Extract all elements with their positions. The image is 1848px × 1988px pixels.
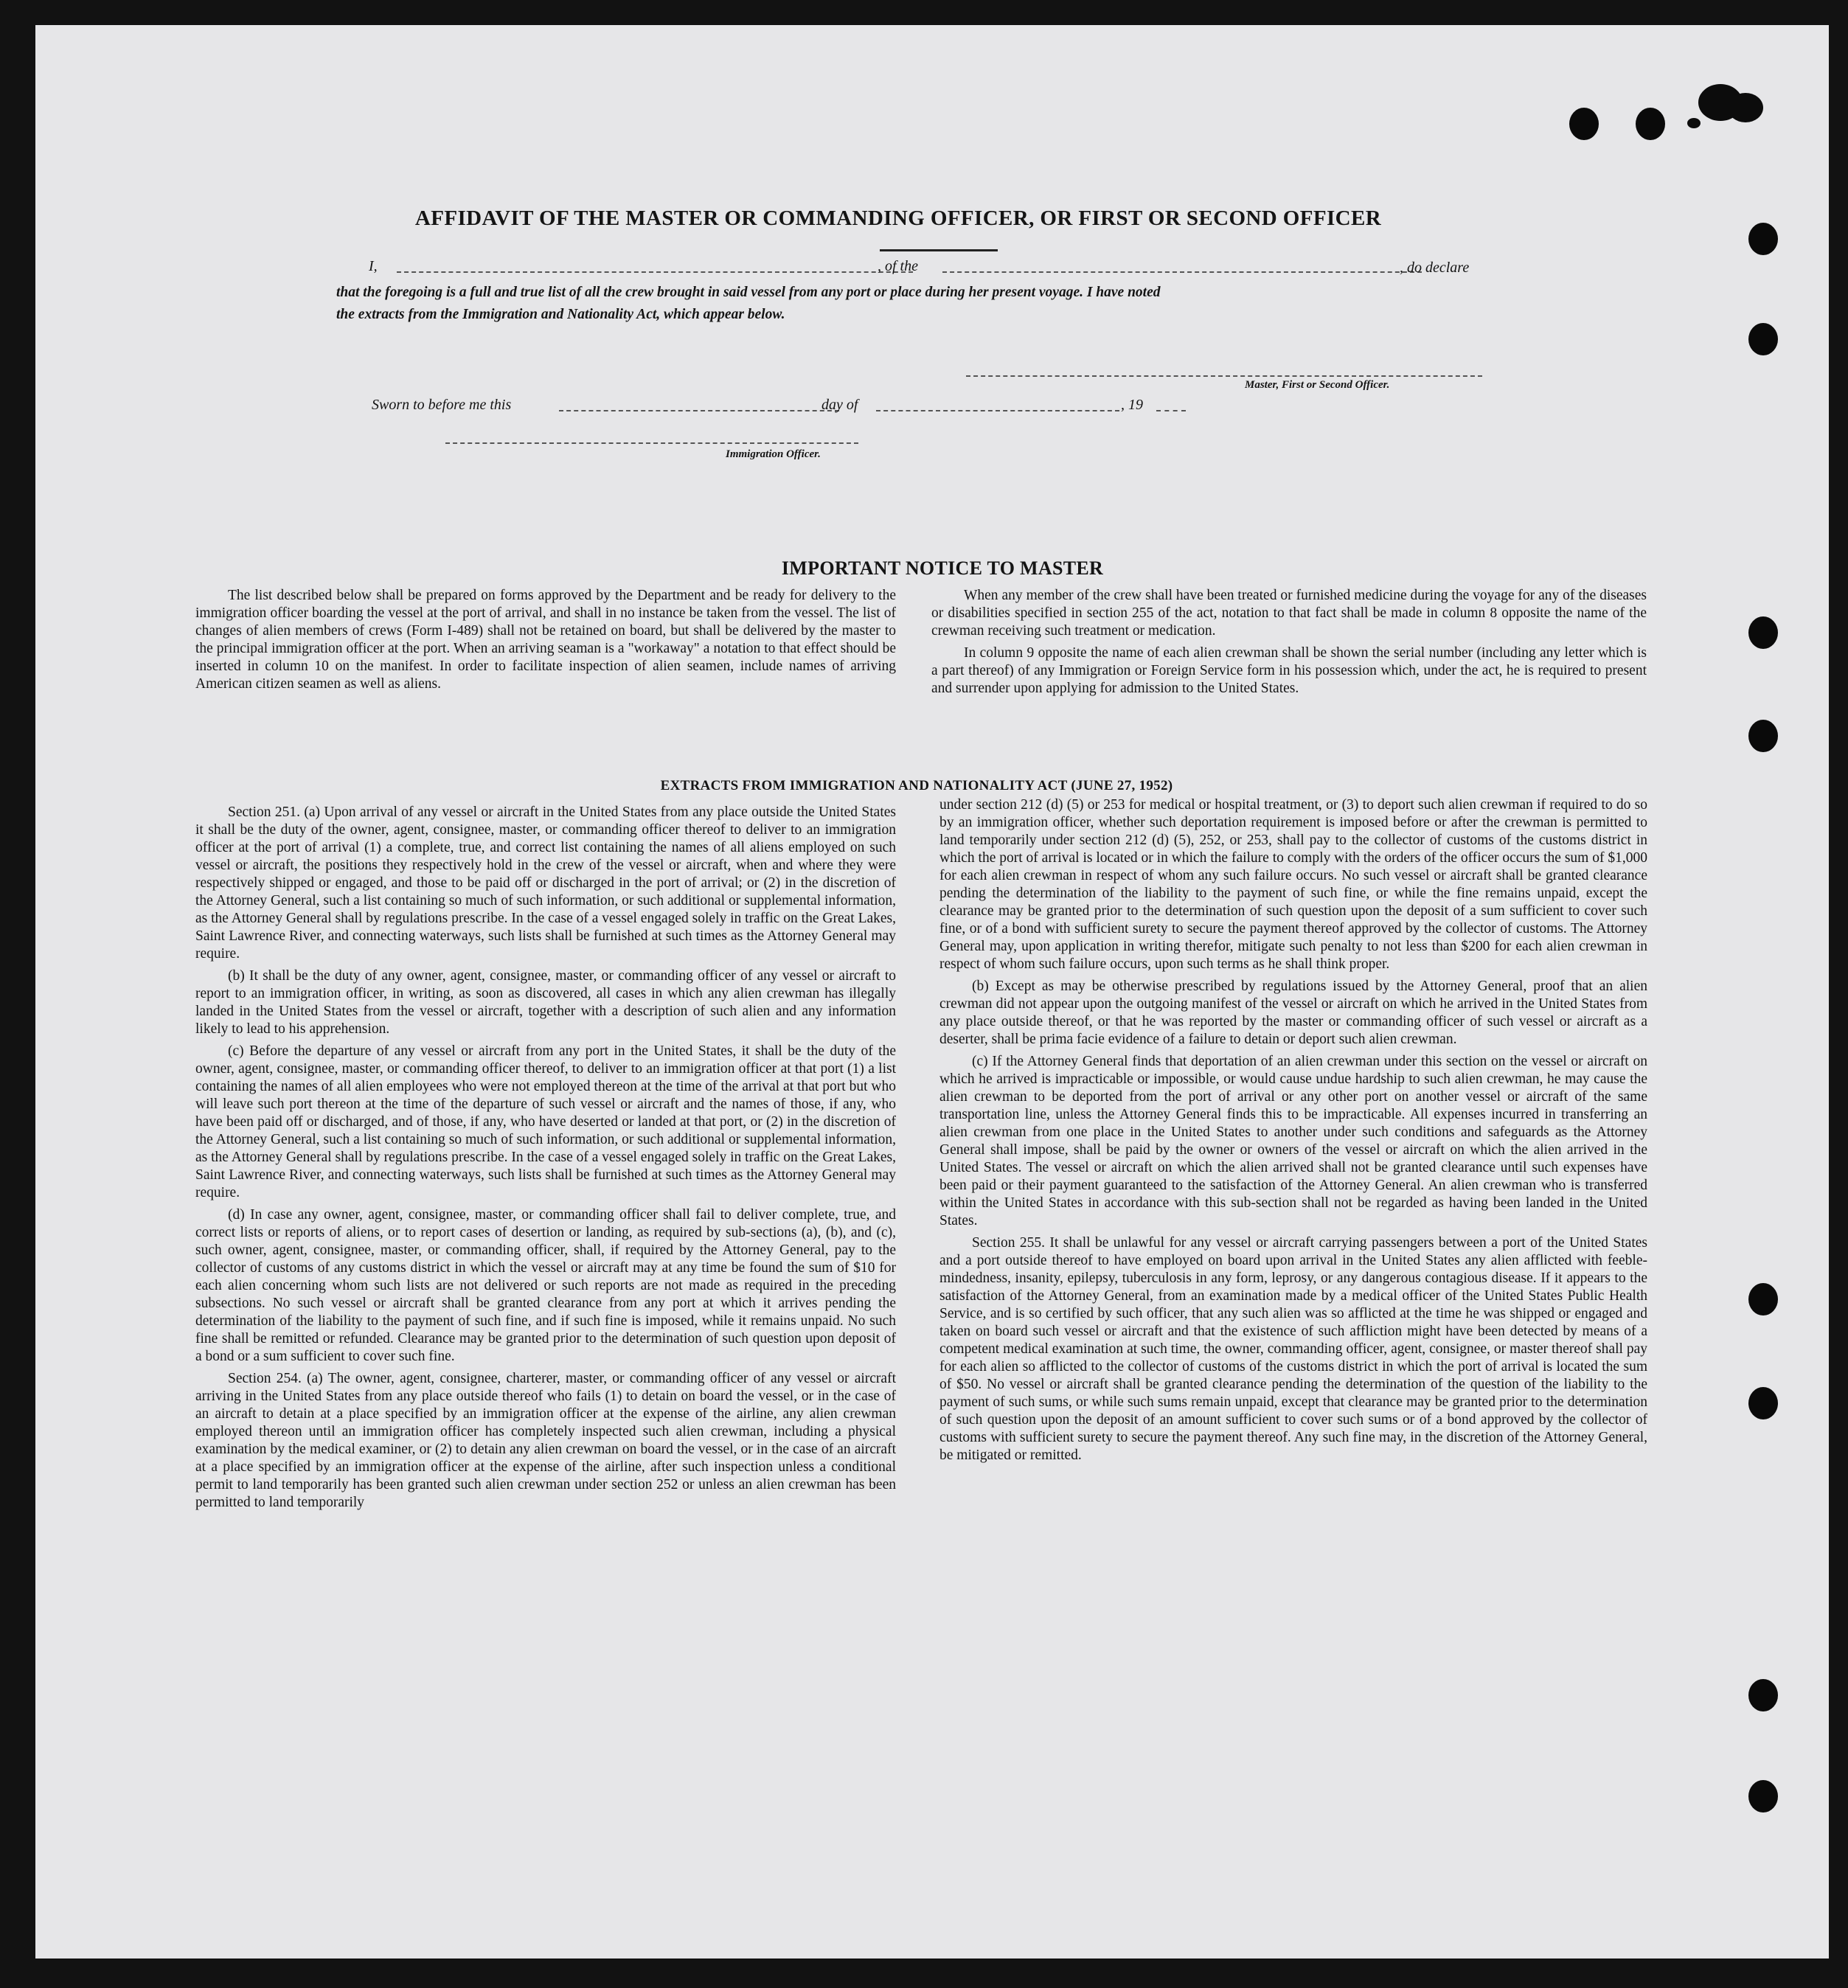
- ink-stain: [1728, 93, 1763, 122]
- binder-hole: [1748, 323, 1778, 355]
- affidavit-title: AFFIDAVIT OF THE MASTER OR COMMANDING OFFICER, OR FIRST OR SECOND OFFICER: [414, 206, 1382, 230]
- notice-right-column: [931, 587, 1647, 702]
- extracts-left-column: [195, 804, 896, 1516]
- section-paragraph: Section 255. It shall be unlawful for any vessel or aircraft carrying passengers between a port of the United States and a port outside thereof to have employed on board upon arrival in the United States any alien afflicted with feeble-mindedness, insanity, epilepsy, tuberculosis in any form, leprosy, or any dangerous contagious disease. If it appears to the satisfaction of the Attorney General, from an examination made by a medical officer of the United States Public Health Service, and is so certified by such officer, that any such alien was so afflicted at the time he was shipped or engaged and taken on board such vessel or aircraft and that the existence of such affliction might have been detected by means of a competent medical examination at such time, the owner, commanding officer, agent, consignee, or master thereof shall pay for each alien so afflicted to the collector of customs of the customs district in which the port of arrival is located the sum of $50. No vessel or aircraft shall be granted clearance pending the determination of the question of the liability to the payment of such sums, or while such sums remain unpaid, except that clearance may be granted prior to the determination of such question upon the deposit of an amount sufficient to cover such sums or of a bond approved by the collector of customs with sufficient surety to secure the payment thereof. Any such fine may, in the discretion of the Attorney General, be mitigated or remitted.: [939, 1235, 1647, 1463]
- title-rule: [880, 249, 998, 251]
- section-paragraph: under section 212 (d) (5) or 253 for medical or hospital treatment, or (3) to deport such alien crewman if required to do so by an immigration officer, whether such deportation requirement is imposed before or after the crewman is permitted to land temporarily under section 212 (d) (5), 252, or 253, shall pay to the collector of customs of the customs district in which the port of arrival is located or in which the failure to comply with the orders of the officer occurs the sum of $1,000 for each alien crewman in respect of whom any such failure occurs. No such vessel or aircraft shall be granted clearance pending the determination of the liability to the payment of such fine, or while the fine remains unpaid, except the clearance may be granted prior to the determination of such question upon the deposit of a sum sufficient to cover such fine, or of a bond with sufficient surety to secure the payment thereof approved by the collector of customs. The Attorney General may, upon application in writing therefor, mitigate such penalty to not less than $200 for each alien crewman in respect of whom such failure occurs, upon such terms as he shall think proper.: [939, 797, 1647, 972]
- notice-paragraph: In column 9 opposite the name of each alien crewman shall be shown the serial number (including any letter which is a part thereof) of any Immigration or Foreign Service form in his possession which, under the act, he is required to present and surrender upon applying for admission to the United States.: [931, 645, 1647, 696]
- sworn-label: Sworn to before me this: [372, 397, 512, 413]
- ink-stain: [1687, 118, 1701, 128]
- sworn-day-line[interactable]: [559, 410, 839, 411]
- binder-hole: [1636, 108, 1665, 140]
- notice-left-column: [195, 587, 896, 698]
- notice-paragraph: The list described below shall be prepared on forms approved by the Department and be ready for delivery to the immigration officer boarding the vessel at the port of arrival, and shall in no instance be taken from the vessel. The list of changes of alien members of crews (Form I-489) shall not be retained on board, but shall be delivered by the master to the principal immigration officer at the port. When an arriving seaman is a "workaway" a notation to that effect should be inserted in column 10 on the manifest. In order to facilitate inspection of alien seamen, include names of arriving American citizen seamen as well as aliens.: [195, 588, 896, 692]
- officer-signature-line[interactable]: [445, 442, 858, 444]
- extracts-title: EXTRACTS FROM IMMIGRATION AND NATIONALITY ACT (JUNE 27, 1952): [660, 778, 1173, 793]
- master-signature-line[interactable]: [966, 375, 1482, 377]
- declare-label: , do declare: [1400, 260, 1470, 276]
- binder-hole: [1748, 616, 1778, 649]
- section-paragraph: (d) In case any owner, agent, consignee, master, or commanding officer shall fail to deliver complete, true, and correct lists or reports of aliens, or to report cases of desertion or landing, as required by sub-sections (a), (b), and (c), such owner, agent, consignee, master, or commanding officer, shall, if required by the Attorney General, pay to the collector of customs of any customs district in which the vessel or aircraft may at any time be found the sum of $10 for each alien concerning whom such lists are not delivered or such reports are not made as required in the preceding subsections. No such vessel or aircraft shall be granted clearance from any port at which it arrives pending the determination of the liability to the payment of such fine, and if such fine is imposed, while it remains unpaid. No such fine shall be remitted or refunded. Clearance may be granted prior to the determination of such question upon deposit of a bond or a sum sufficient to cover such fine.: [195, 1207, 896, 1364]
- notice-title: IMPORTANT NOTICE TO MASTER: [781, 557, 1104, 579]
- section-paragraph: (c) Before the departure of any vessel or aircraft from any port in the United States, it shall be the duty of the owner, agent, consignee, master, or commanding officer thereof, to deliver to an immigration officer at that port (1) a list containing the names of all alien employees who were not employed thereon at the time of the arrival at that port but who will leave such port thereon at the time of the departure of such vessel or aircraft and the names of those, if any, who have been paid off or discharged, and of those, if any, who have deserted or landed at that port, or (2) in the discretion of the Attorney General, such a list containing so much of such information, or such additional or supplemental information, as the Attorney General shall by regulations prescribe. In the case of a vessel engaged solely in traffic on the Great Lakes, Saint Lawrence River, and connecting waterways, such lists shall be furnished at such times as the Attorney General may require.: [195, 1043, 896, 1200]
- officer-caption: Immigration Officer.: [726, 448, 821, 460]
- declarant-label: I,: [369, 258, 378, 274]
- notice-paragraph: When any member of the crew shall have been treated or furnished medicine during the voyage for any of the diseases or disabilities specified in section 255 of the act, notation to that fact shall be made in column 8 opposite the name of the crewman receiving such treatment or medication.: [931, 588, 1647, 639]
- section-paragraph: (b) It shall be the duty of any owner, agent, consignee, master, or commanding officer of any vessel or aircraft to report to an immigration officer, in writing, as soon as discovered, all cases in which any alien crewman has illegally landed in the United States from the vessel or aircraft, together with a description of such alien and any information likely to lead to his apprehension.: [195, 968, 896, 1037]
- binder-hole: [1569, 108, 1599, 140]
- declaration-text: that the foregoing is a full and true list of all the crew brought in said vessel from any port or place during her present voyage. I have noted: [336, 285, 1161, 300]
- section-paragraph: Section 251. (a) Upon arrival of any vessel or aircraft in the United States from any place outside the United States it shall be the duty of the owner, agent, consignee, master, or commanding officer thereof to deliver to an immigration officer at the port of arrival (1) a complete, true, and correct list containing the names of all aliens employed on such vessel or aircraft, the positions they respectively hold in the crew of the vessel or aircraft, when and where they were respectively shipped or engaged, and those to be paid off or discharged in the port of arrival; or (2) in the discretion of the Attorney General, such a list containing so much of such information, or such additional or supplemental information, as the Attorney General shall by regulations prescribe. In the case of a vessel engaged solely in traffic on the Great Lakes, Saint Lawrence River, and connecting waterways, such lists shall be furnished at such times as the Attorney General may require.: [195, 804, 896, 962]
- sworn-month-line[interactable]: [876, 410, 1119, 411]
- year-label: , 19: [1121, 397, 1143, 413]
- vessel-label: , of the: [878, 258, 918, 274]
- day-of-label: day of: [821, 397, 858, 413]
- binder-hole: [1748, 1283, 1778, 1316]
- section-paragraph: (c) If the Attorney General finds that deportation of an alien crewman under this section on the vessel or aircraft on which he arrived is impracticable or impossible, or would cause undue hardship to such alien crewman, he may cause the alien crewman to be deported from the port of arrival or any other port on another vessel or aircraft of the same transportation line, unless the Attorney General finds this to be impracticable. All expenses incurred in transferring an alien crewman from one place in the United States to another under such conditions and safeguards as the Attorney General shall impose, shall be paid by the owner or owners of the vessel or aircraft on which the alien arrived in the United States. The vessel or aircraft on which the alien arrived shall not be granted clearance until such expenses have been paid or their payment guaranteed to the satisfaction of the Attorney General. An alien crewman who is transferred within the United States in accordance with this sub-section shall not be regarded as having been landed in the United States.: [939, 1054, 1647, 1228]
- section-paragraph: (b) Except as may be otherwise prescribed by regulations issued by the Attorney General, proof that an alien crewman did not appear upon the outgoing manifest of the vessel or aircraft on which he arrived in the United States from any place outside thereof, or that he was reported by the master or commanding officer of such vessel or aircraft as a deserter, shall be prima facie evidence of a failure to detain or deport such alien crewman.: [939, 979, 1647, 1047]
- vessel-name-line[interactable]: [942, 271, 1422, 273]
- document-page: [35, 25, 1829, 1959]
- section-paragraph: Section 254. (a) The owner, agent, consignee, charterer, master, or commanding officer of any vessel or aircraft arriving in the United States from any place outside thereof who fails (1) to detain on board the vessel, or in the case of an aircraft to detain at a place specified by an immigration officer at the expense of the airline, any alien crewman employed thereon until an immigration officer has completely inspected such alien crewman, including a physical examination by the medical examiner, or (2) to detain any alien crewman on board the vessel, or in the case of an aircraft at a place specified by an immigration officer at the expense of the airline, after such inspection unless a conditional permit to land temporarily has been granted such alien crewman under section 252 or unless an alien crewman has been permitted to land temporarily: [195, 1371, 896, 1510]
- binder-hole: [1748, 1387, 1778, 1419]
- declarant-name-line[interactable]: [397, 271, 913, 273]
- declaration-text-cont: the extracts from the Immigration and Nationality Act, which appear below.: [336, 307, 785, 322]
- binder-hole: [1748, 1679, 1778, 1711]
- binder-hole: [1748, 1780, 1778, 1813]
- extracts-right-column: [939, 796, 1647, 1469]
- master-caption: Master, First or Second Officer.: [1245, 379, 1390, 391]
- sworn-year-line[interactable]: [1156, 410, 1186, 411]
- binder-hole: [1748, 720, 1778, 752]
